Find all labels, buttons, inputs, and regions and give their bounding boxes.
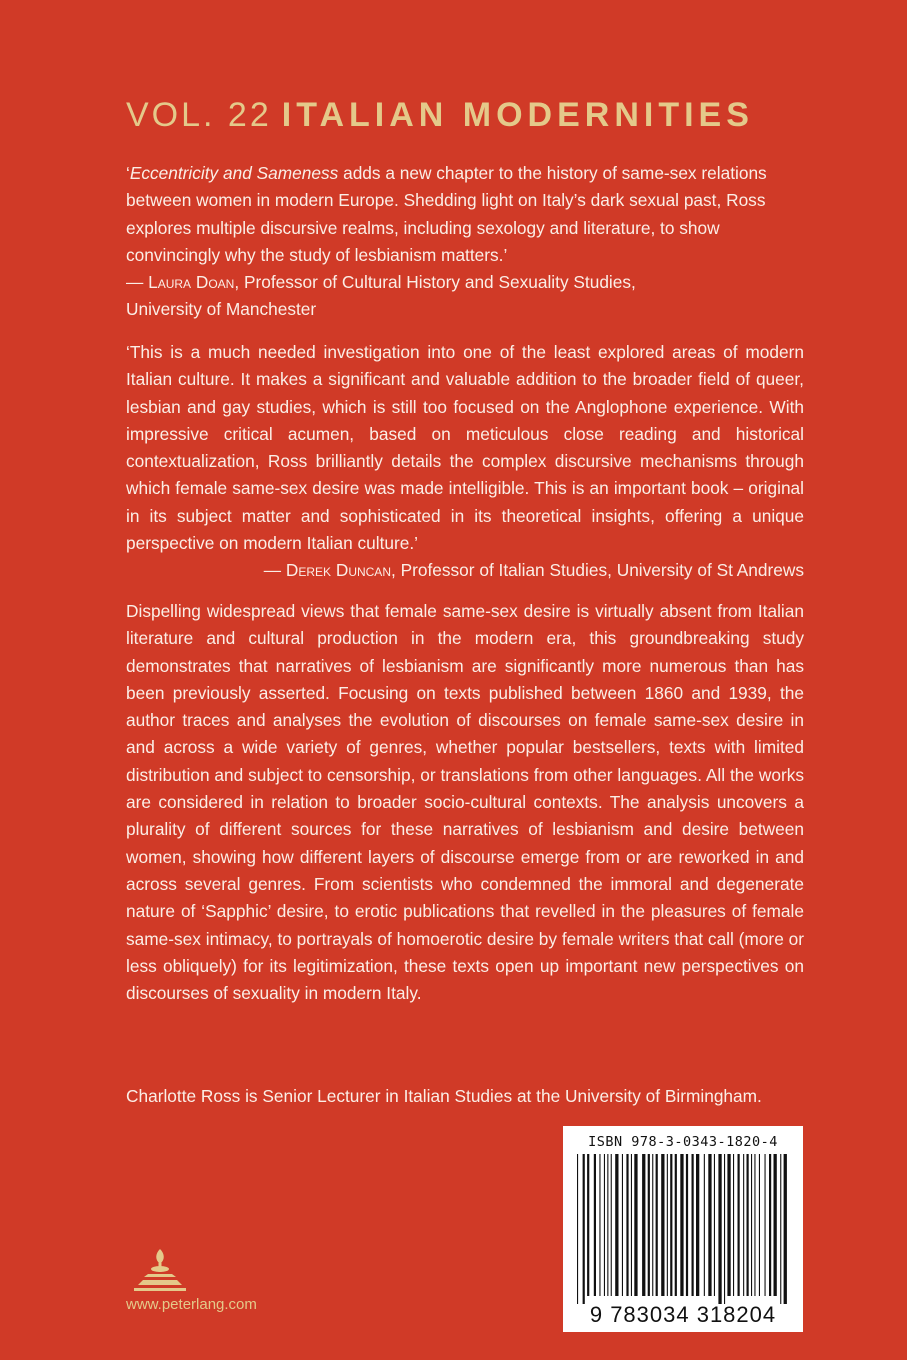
barcode-bar [626, 1154, 628, 1296]
author-bio [126, 1083, 804, 1110]
barcode-bar [724, 1154, 725, 1304]
quote-open-mark: ‘ [126, 163, 130, 183]
barcode-bar [754, 1154, 755, 1296]
barcode-bar [686, 1154, 688, 1296]
endorser-name: Laura Doan [148, 272, 235, 293]
barcode-bar [743, 1154, 744, 1296]
barcode-bar [714, 1154, 715, 1296]
series-volume: VOL. 22 [126, 96, 272, 134]
endorsement-duncan-attribution [126, 557, 804, 584]
barcode-bar [583, 1154, 585, 1304]
barcode-bar [718, 1154, 721, 1304]
barcode-bar [670, 1154, 672, 1296]
publisher-website[interactable]: www.peterlang.com [126, 1296, 257, 1313]
barcode-bar [727, 1154, 730, 1296]
endorser-name: Derek Duncan [285, 560, 391, 581]
barcode-bar [704, 1154, 705, 1296]
barcode-bar [680, 1154, 683, 1296]
author-bio-text: Charlotte Ross is Senior Lecturer in Italian Studies at the University of Birmingham. [126, 1086, 762, 1106]
endorser-institution: University of Manchester [126, 299, 317, 320]
barcode-bar [631, 1154, 632, 1296]
book-title-italic: Eccentricity and Sameness [129, 163, 339, 183]
barcode-bar [774, 1154, 777, 1296]
endorsement-doan-text [126, 160, 804, 269]
barcode-bar [607, 1154, 608, 1296]
book-description [126, 598, 804, 1007]
barcode-bar [648, 1154, 650, 1296]
barcode-bar [661, 1154, 664, 1296]
description-text: Dispelling widespread views that female same-sex desire is virtually absent from Italian literature and cultural production in the modern era, this groundbreaking study demonstrates that narratives of lesbianism are significantly more numerous than has been previously asserted. Focusing on texts published between 1860 and 1939, the author traces and analyses the evolution of discourses on female same-sex desire in and across a wide variety of genres, whether popular bestsellers, texts with limited distribution and subject to censorship, or translations from other languages. All the works are considered in relation to broader socio-cultural contexts. The analysis uncovers a plurality of different sources for these narratives of lesbianism and desire between women, showing how different layers of discourse emerge from or are reworked in and across several genres. From scientists who condemned the immoral and degenerate nature of ‘Sapphic’ desire, to erotic publications that revelled in the pleasures of female same-sex intimacy, to portrayals of homoerotic desire by female writers that call (more or less obliquely) for its legitimization, these texts open up important new perspectives on discourses of sexuality in modern Italy. [126, 601, 804, 1004]
barcode-bar [587, 1154, 589, 1296]
endorser-role: , Professor of Cultural History and Sexuality Studies, [234, 272, 636, 293]
peter-lang-logo-icon [130, 1245, 190, 1295]
series-title [126, 96, 826, 135]
attrib-dash: — [263, 560, 286, 581]
barcode-bar [604, 1154, 605, 1296]
barcode-bar [634, 1154, 637, 1296]
barcode-digits: 9 783034 318204 [589, 1302, 777, 1327]
barcode-bar [577, 1154, 578, 1304]
barcode-bar [696, 1154, 699, 1296]
barcode-bar [622, 1154, 623, 1296]
attrib-dash: — [126, 272, 149, 293]
barcode-bar [733, 1154, 734, 1296]
barcode-bar [780, 1154, 781, 1304]
barcode-bar [611, 1154, 612, 1296]
barcode-bar [751, 1154, 752, 1296]
barcode-bar [769, 1154, 771, 1296]
endorsement-doan-body: adds a new chapter to the history of same-sex relations between women in modern Europe. Shedding light on Italy’s dark sexual past, Ross explores multiple discursive realms, including sexology and literature, to show convincingly why the study of lesbianism matters.’ [126, 163, 767, 265]
barcode-bar [747, 1154, 749, 1296]
barcode-bar [656, 1154, 658, 1296]
series-name: ITALIAN MODERNITIES [281, 96, 754, 134]
barcode-bar [784, 1154, 787, 1304]
isbn-barcode [563, 1126, 803, 1332]
barcode-bar [765, 1154, 766, 1296]
endorser-role: , Professor of Italian Studies, University of St Andrews [390, 560, 804, 581]
barcode-bars [573, 1154, 793, 1304]
endorsement-doan [126, 160, 804, 324]
barcode-bar [692, 1154, 694, 1296]
barcode-bar [594, 1154, 596, 1296]
barcode-bar [667, 1154, 668, 1296]
barcode-bar [675, 1154, 677, 1296]
barcode-bar [759, 1154, 760, 1296]
endorsement-duncan [126, 339, 804, 585]
barcode-bar [738, 1154, 740, 1296]
barcode-bar [615, 1154, 618, 1296]
endorsement-doan-attribution [126, 269, 804, 296]
barcode-bar [652, 1154, 653, 1296]
barcode-bar [708, 1154, 711, 1296]
barcode-bar [642, 1154, 645, 1296]
isbn-label: ISBN 978-3-0343-1820-4 [588, 1134, 778, 1150]
endorsement-duncan-text: ‘This is a much needed investigation into one of the least explored areas of modern Italian culture. It makes a significant and valuable addition to the broader field of queer, lesbian and gay studies, which is still too focused on the Anglophone experience. With impressive critical acumen, based on meticulous close reading and historical contextualization, Ross brilliantly details the complex discursive mechanisms through which female same-sex desire was made intelligible. This is an important book – original in its subject matter and sophisticated in its theoretical insights, offering a unique perspective on modern Italian culture.’ [126, 342, 804, 554]
barcode-bar [599, 1154, 600, 1296]
